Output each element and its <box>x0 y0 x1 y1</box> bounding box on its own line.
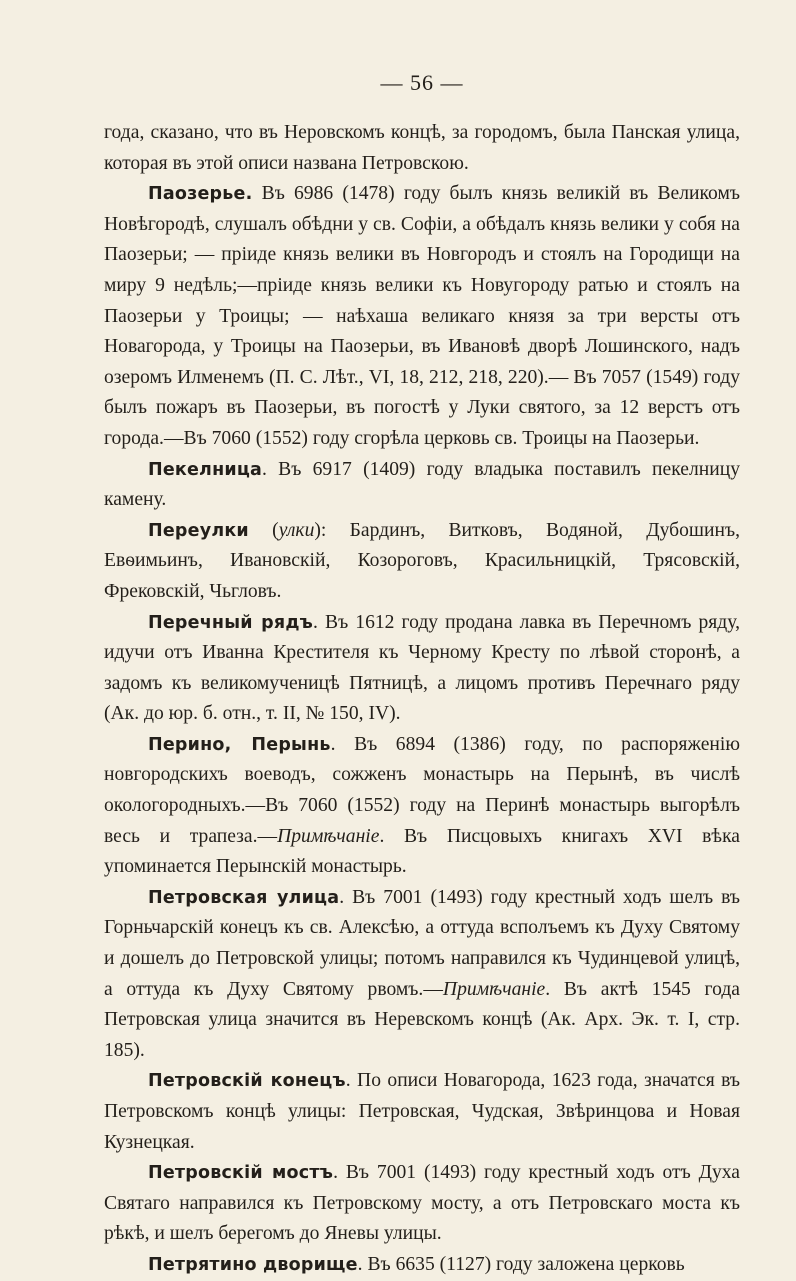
entry-text: . Въ 6894 (1386) году, по распоряженію новгородскихъ воеводъ, сожженъ монастырь на Перынѣ, въ числѣ окологородныхъ.—Въ 7060 (1552) году на Перинѣ монастырь выгорѣлъ весь и трапеза.— <box>104 733 740 847</box>
entry-text-after: . Въ актѣ 1545 года Петровская улица значится въ Неревскомъ концѣ (Ак. Арх. Эк. т. I, стр. 185). <box>104 978 740 1061</box>
entry-heading: Перечный рядъ <box>148 612 314 633</box>
entry-text: . Въ 6917 (1409) году владыка поставилъ пекелницу камену. <box>104 458 740 511</box>
entry-text: . По описи Новагорода, 1623 года, значатся въ Петровскомъ концѣ улицы: Петровская, Чудская, Звѣринцова и Новая Кузнецкая. <box>104 1070 740 1153</box>
entry-heading: Петрятино дворище <box>148 1254 358 1275</box>
entry-text: ): Бардинъ, Витковъ, Водяной, Дубошинъ, Евѳимьинъ, Ивановскій, Козороговъ, Красильницкій, Трясовскій, Фрековскій, Чьгловъ. <box>104 519 740 602</box>
entry-heading: Петровскій конецъ <box>148 1071 346 1092</box>
page-number: — 56 — <box>380 70 464 95</box>
entry-text-after: . Въ Писцовыхъ книгахъ XVI вѣка упоминается Перынскій монастырь. <box>104 825 740 878</box>
entry-text: Въ 6986 (1478) году былъ князь великій въ Великомъ Новѣгородѣ, слушалъ обѣдни у св. Софіи, а обѣдалъ князь велики у собя на Паозерьи; — пріиде князь велики въ Новгородъ и стоялъ на Городищи на миру 9 недѣль;—пріиде князь велики къ Новугороду ратью и стоялъ на Паозерьи у Троицы; — наѣхаша великаго князя за три версты отъ Новагорода, у Троицы на Паозерьи, въ Ивановѣ дворѣ Лошинского, надъ озеромъ Илменемъ (П. С. Лѣт., VI, 18, 212, 218, 220).— Въ 7057 (1549) году былъ пожаръ въ Паозерьи, въ погостѣ у Луки святого, за 12 верстъ отъ города.—Въ 7060 (1552) году сгорѣла церковь св. Троицы на Паозерьи. <box>104 183 740 449</box>
entry-heading: Переулки <box>148 520 249 541</box>
entry-paozerye <box>104 179 740 454</box>
entry-perino <box>104 730 740 883</box>
entry-petrovskaya-ulitsa <box>104 883 740 1067</box>
entry-pekelnitsa <box>104 455 740 516</box>
paragraph-text: года, сказано, что въ Неровскомъ концѣ, за городомъ, была Панская улица, которая въ этой описи названа Петровскою. <box>104 122 740 174</box>
entry-text: . Въ 1612 году продана лавка въ Перечномъ ряду, идучи отъ Иванна Крестителя къ Черному Кресту по лѣвой сторонѣ, а задомъ къ великомученицѣ Пятницѣ, а лицомъ противъ Перечнаго ряду (Ак. до юр. б. отн., т. II, № 150, IV). <box>104 611 741 725</box>
entry-petrovsky-konets <box>104 1066 740 1158</box>
entry-perechny-ryad <box>104 608 740 730</box>
entry-pereulki <box>104 516 740 608</box>
entry-text: . Въ 7001 (1493) году крестный ходъ шелъ въ Горньчарскій конецъ къ св. Алексѣю, а оттуда всполъемъ къ Духу Святому и дошелъ до Петровской улицы; потомъ направился къ Чудинцевой улицѣ, а оттуда къ Духу Святому рвомъ.— <box>104 886 740 1000</box>
paragraph-intro <box>104 118 740 179</box>
entry-italic: улки <box>278 519 315 541</box>
entry-italic: Примѣчаніе <box>442 978 546 1000</box>
entry-petrovsky-most <box>104 1158 740 1250</box>
entry-heading: Петровскій мостъ <box>148 1163 334 1184</box>
entry-text: . Въ 7001 (1493) году крестный ходъ отъ Духа Святаго направился къ Петровскому мосту, а отъ Петровскаго моста къ рѣкѣ, и шелъ берегомъ до Яневы улицы. <box>104 1162 740 1245</box>
entry-petryatino-dvorishche <box>104 1250 740 1281</box>
entry-heading: Перино, Перынь <box>148 734 331 755</box>
entry-heading: Петровская улица <box>148 887 340 908</box>
entry-italic: Примѣчаніе <box>277 825 380 847</box>
entry-heading: Пекелница <box>148 459 263 480</box>
entry-text-before: ( <box>248 519 279 541</box>
entry-heading: Паозерье. <box>148 184 253 205</box>
page <box>104 70 740 1281</box>
entry-text: . Въ 6635 (1127) году заложена церковь <box>357 1253 685 1275</box>
